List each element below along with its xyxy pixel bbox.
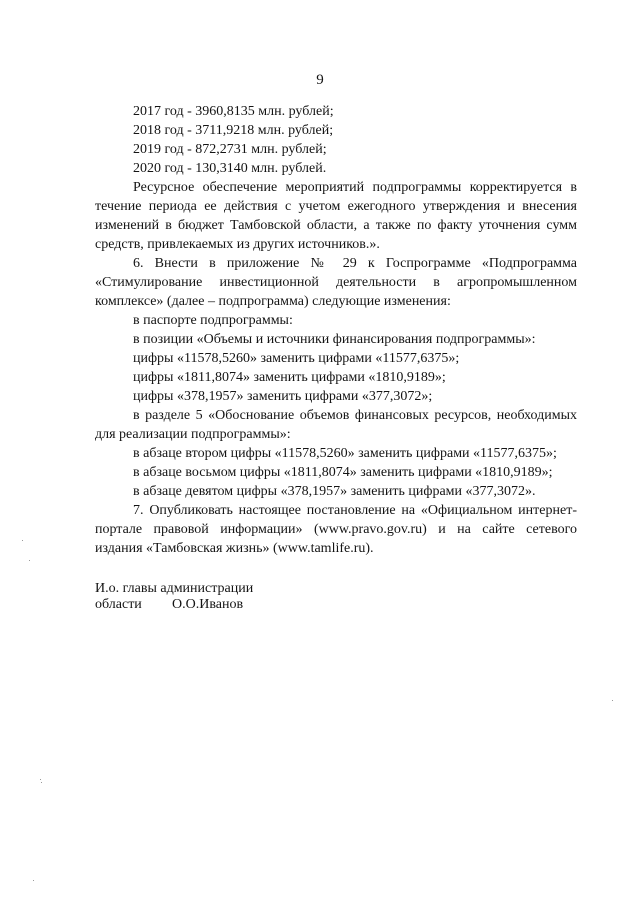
scan-speck (612, 700, 613, 701)
funding-year-2018: 2018 год - 3711,9218 млн. рублей; (133, 123, 334, 138)
item7-paragraph-line: 7. Опубликовать настоящее постановление на «Официальном интернет- (133, 503, 577, 518)
scan-speck (29, 560, 30, 561)
resource-paragraph-line: Ресурсное обеспечение мероприятий подпрограммы корректируется в (133, 180, 577, 195)
section5-paragraph-line: в разделе 5 «Обоснование объемов финансовых ресурсов, необходимых (133, 408, 577, 423)
passport-line: в паспорте подпрограммы: (133, 313, 293, 328)
signature-title-line1: И.о. главы администрации (95, 581, 254, 596)
item7-paragraph-line: издания «Тамбовская жизнь» (www.tamlife.ru). (95, 541, 374, 556)
passport-line: цифры «378,1957» заменить цифрами «377,3072»; (133, 389, 433, 404)
page-number: 9 (316, 72, 324, 88)
signature-title-line2: области (95, 597, 142, 612)
signature-name: О.О.Иванов (172, 597, 244, 612)
funding-year-2017: 2017 год - 3960,8135 млн. рублей; (133, 104, 334, 119)
scan-speck (22, 540, 23, 541)
item6-paragraph-line: комплексе» (далее – подпрограмма) следующие изменения: (95, 294, 451, 309)
scan-speck (41, 782, 42, 783)
item6-paragraph-line: «Стимулирование инвестиционной деятельности в агропромышленном (95, 275, 577, 290)
resource-paragraph-line: средств, привлекаемых из других источников.». (95, 237, 380, 252)
resource-paragraph-line: изменений в бюджет Тамбовской области, а также по факту уточнения сумм (95, 218, 577, 233)
funding-year-2020: 2020 год - 130,3140 млн. рублей. (133, 161, 327, 176)
section5-line: в абзаце девятом цифры «378,1957» заменить цифрами «377,3072». (133, 484, 536, 499)
item7-paragraph-line: портале правовой информации» (www.pravo.gov.ru) и на сайте сетевого (95, 522, 577, 537)
resource-paragraph-line: течение периода ее действия с учетом ежегодного утверждения и внесения (95, 199, 577, 214)
item6-paragraph-line: 6. Внести в приложение № 29 к Госпрограмме «Подпрограмма (133, 256, 577, 271)
funding-year-2019: 2019 год - 872,2731 млн. рублей; (133, 142, 327, 157)
scan-speck (33, 880, 34, 881)
section5-paragraph-line: для реализации подпрограммы»: (95, 427, 291, 442)
passport-line: цифры «11578,5260» заменить цифрами «11577,6375»; (133, 351, 460, 366)
section5-line: в абзаце восьмом цифры «1811,8074» заменить цифрами «1810,9189»; (133, 465, 553, 480)
passport-line: цифры «1811,8074» заменить цифрами «1810,9189»; (133, 370, 446, 385)
scan-speck (40, 779, 41, 780)
section5-line: в абзаце втором цифры «11578,5260» заменить цифрами «11577,6375»; (133, 446, 557, 461)
passport-line: в позиции «Объемы и источники финансирования подпрограммы»: (133, 332, 536, 347)
